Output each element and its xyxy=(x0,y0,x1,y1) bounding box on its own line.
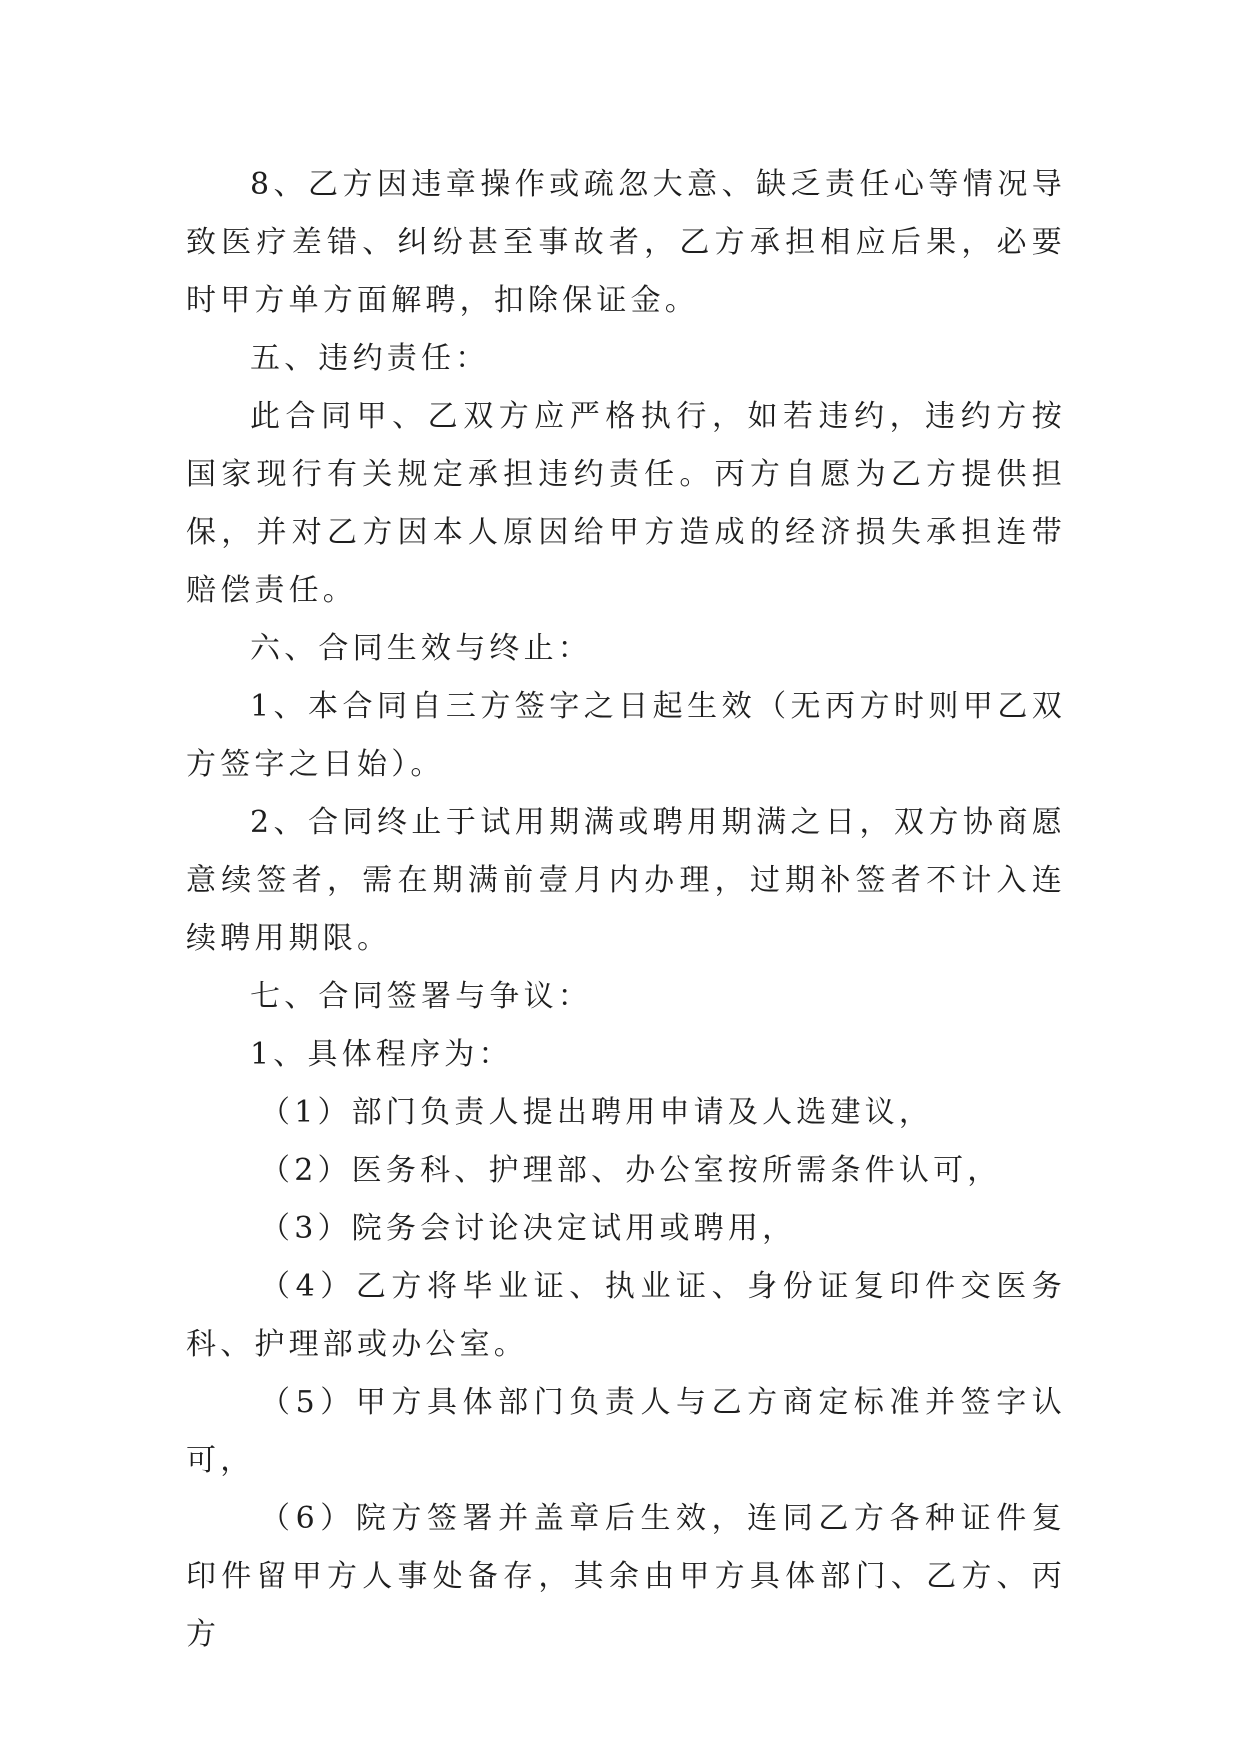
heading-signing-dispute: 七、合同签署与争议： xyxy=(250,979,592,1014)
list-item-step-3: （3）院务会讨论决定试用或聘用， xyxy=(260,1211,797,1246)
heading-breach-liability: 五、违约责任： xyxy=(250,341,490,376)
heading-effect-termination: 六、合同生效与终止： xyxy=(250,631,592,666)
paragraph-breach-liability: 此合同甲、乙双方应严格执行，如若违约，违约方按国家现行有关规定承担违约责任。丙方自愿为乙方提供担保，并对乙方因本人原因给甲方造成的经济损失承担连带赔偿责任。 xyxy=(186,399,1066,608)
paragraph-effect-2: 2、合同终止于试用期满或聘用期满之日，双方协商愿意续签者，需在期满前壹月内办理，过期补签者不计入连续聘用期限。 xyxy=(186,805,1066,956)
paragraph-effect-1: 1、本合同自三方签字之日起生效（无丙方时则甲乙双方签字之日始）。 xyxy=(186,689,1066,782)
document-body xyxy=(186,156,1066,1664)
list-item-step-4: （4）乙方将毕业证、执业证、身份证复印件交医务科、护理部或办公室。 xyxy=(186,1269,1066,1362)
paragraph-clause-8: 8、乙方因违章操作或疏忽大意、缺乏责任心等情况导致医疗差错、纠纷甚至事故者，乙方承担相应后果，必要时甲方单方面解聘，扣除保证金。 xyxy=(186,167,1066,318)
list-item-step-2: （2）医务科、护理部、办公室按所需条件认可， xyxy=(260,1153,1002,1188)
list-item-step-6: （6）院方签署并盖章后生效，连同乙方各种证件复印件留甲方人事处备存，其余由甲方具体部门、乙方、丙方 xyxy=(186,1501,1066,1652)
paragraph-procedure: 1、具体程序为： xyxy=(250,1037,513,1072)
list-item-step-1: （1）部门负责人提出聘用申请及人选建议， xyxy=(260,1095,934,1130)
list-item-step-5: （5）甲方具体部门负责人与乙方商定标准并签字认可， xyxy=(186,1385,1066,1478)
